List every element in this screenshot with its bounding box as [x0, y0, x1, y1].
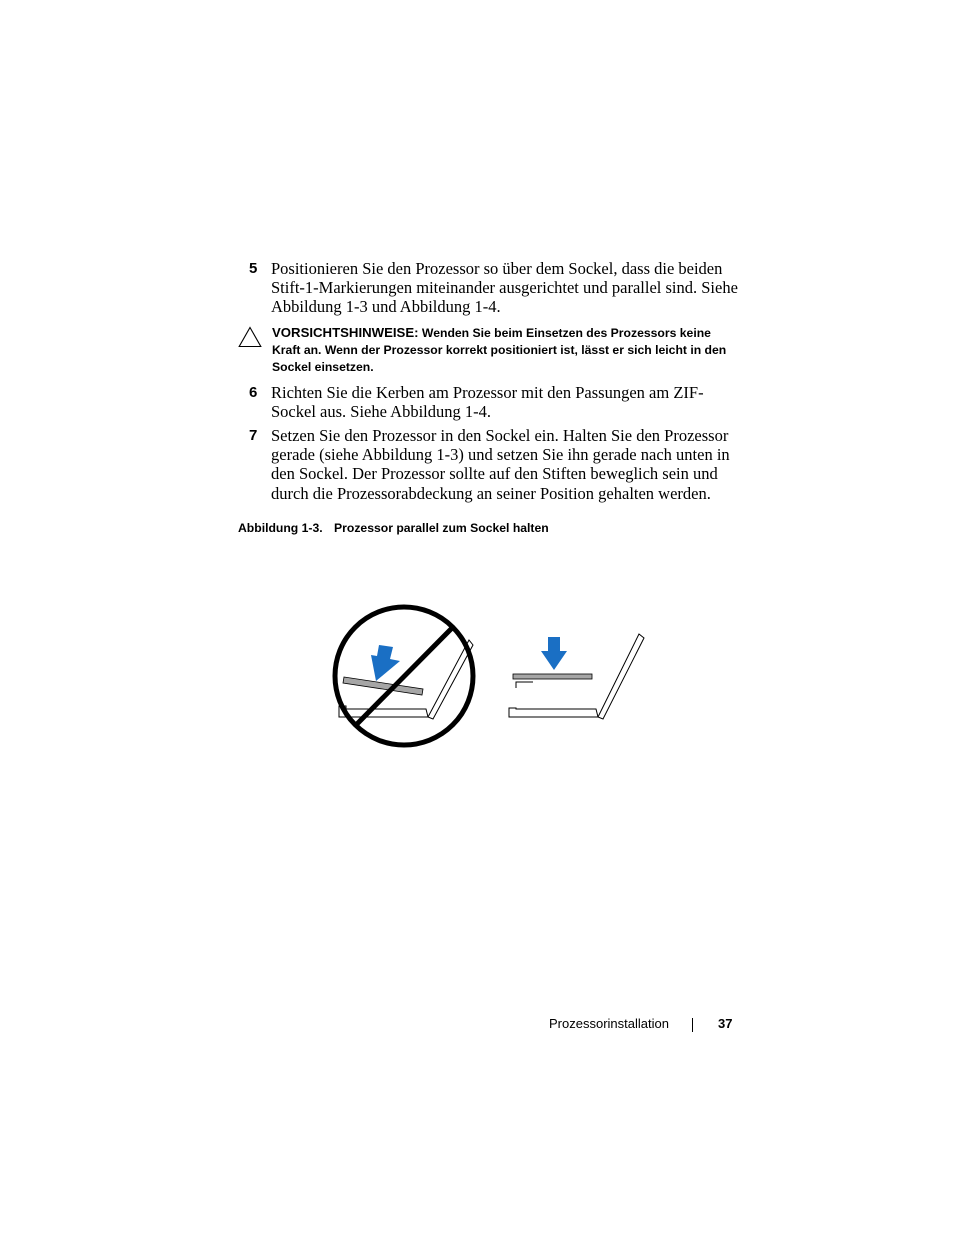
figure-caption: [238, 520, 549, 536]
footer-section-title: Prozessorinstallation: [549, 1016, 669, 1031]
figure-title: Prozessor parallel zum Sockel halten: [334, 521, 549, 535]
processor-figure: [330, 598, 650, 753]
arrow-icon: [371, 645, 400, 681]
footer-separator: [692, 1018, 693, 1032]
socket-base: [509, 708, 598, 717]
caution-text: [272, 324, 738, 376]
figure-number: Abbildung 1-3.: [238, 521, 323, 535]
arrow-icon: [541, 637, 567, 670]
step-number: 7: [249, 427, 258, 444]
correct-insertion-illustration: [509, 634, 644, 719]
caution-body: Wenden Sie beim Einsetzen des Prozessors keine Kraft an. Wenn der Prozessor korrekt positioniert ist, lässt er sich leicht in den Sockel einsetzen.: [272, 326, 727, 374]
caution-triangle-icon: [238, 326, 262, 348]
step-text: Setzen Sie den Prozessor in den Sockel ein. Halten Sie den Prozessor gerade (siehe Abbildung 1-3) und setzen Sie ihn gerade nach unten in den Sockel. Der Prozessor sollte auf den Stiften beweglich sein und durch die Prozessorabdeckung an seiner Position gehalten werden.: [271, 426, 730, 503]
incorrect-insertion-illustration: [335, 607, 473, 745]
pin1-marker: [516, 682, 533, 688]
step-number: 5: [249, 260, 258, 277]
tilted-processor: [343, 677, 423, 695]
page-number: 37: [718, 1016, 733, 1031]
step-number: 6: [249, 384, 258, 401]
socket-lever: [598, 634, 644, 719]
step-text: Richten Sie die Kerben am Prozessor mit den Passungen am ZIF-Sockel aus. Siehe Abbildung 1-4.: [271, 383, 704, 422]
caution-label: VORSICHTSHINWEISE:: [272, 325, 419, 340]
parallel-processor: [513, 674, 592, 679]
socket-base: [339, 706, 428, 717]
step-text: Positionieren Sie den Prozessor so über dem Sockel, dass die beiden Stift-1-Markierungen miteinander ausgerichtet und parallel sind. Siehe Abbildung 1-3 und Abbildung 1-4.: [271, 259, 738, 317]
